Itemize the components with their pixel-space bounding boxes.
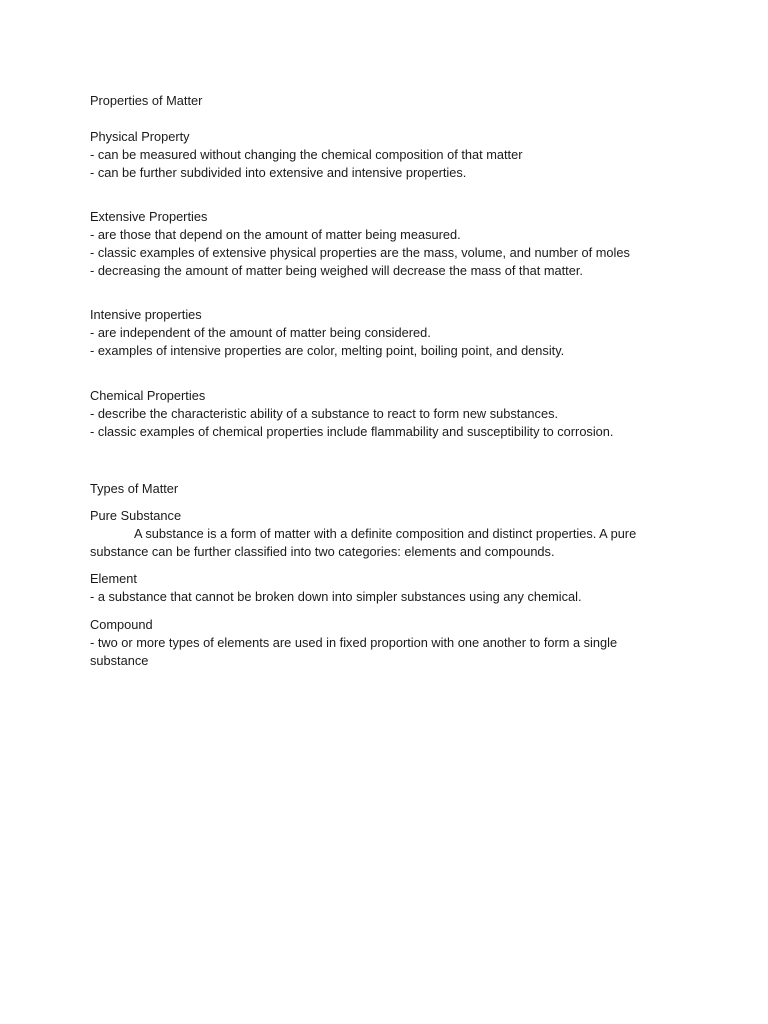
- element-section: [90, 570, 690, 606]
- compound-section: [90, 616, 690, 670]
- bullet-line: substance: [90, 653, 149, 668]
- section-heading: Physical Property: [90, 129, 190, 144]
- bullet-line: - decreasing the amount of matter being weighed will decrease the mass of that matter.: [90, 263, 583, 278]
- bullet-line: - can be measured without changing the chemical composition of that matter: [90, 147, 523, 162]
- pure-substance-section: [90, 507, 690, 561]
- physical-property-section: [90, 128, 690, 182]
- paragraph-text: A substance is a form of matter with a definite composition and distinct properties. A pure substance can be further classified into two categories: elements and compounds.: [90, 526, 637, 559]
- paragraph: [90, 525, 655, 561]
- section-heading: Intensive properties: [90, 307, 202, 322]
- section-heading: Pure Substance: [90, 508, 182, 523]
- document-title-block: [90, 92, 690, 110]
- extensive-properties-section: [90, 208, 690, 280]
- chemical-properties-section: [90, 387, 690, 441]
- bullet-line: - can be further subdivided into extensive and intensive properties.: [90, 165, 467, 180]
- bullet-line: - classic examples of chemical properties include flammability and susceptibility to corrosion.: [90, 424, 614, 439]
- bullet-line: - are independent of the amount of matter being considered.: [90, 325, 431, 340]
- section-heading: Extensive Properties: [90, 209, 208, 224]
- section-heading: Element: [90, 571, 137, 586]
- types-of-matter-title-block: [90, 480, 690, 498]
- bullet-line: - describe the characteristic ability of a substance to react to form new substances.: [90, 406, 559, 421]
- bullet-line: - are those that depend on the amount of matter being measured.: [90, 227, 461, 242]
- bullet-line: - two or more types of elements are used in fixed proportion with one another to form a single: [90, 635, 618, 650]
- bullet-line: - examples of intensive properties are color, melting point, boiling point, and density.: [90, 343, 565, 358]
- section-heading: Compound: [90, 617, 153, 632]
- bullet-line: - a substance that cannot be broken down into simpler substances using any chemical.: [90, 589, 582, 604]
- section-title: Types of Matter: [90, 481, 179, 496]
- bullet-line: - classic examples of extensive physical properties are the mass, volume, and number of moles: [90, 245, 630, 260]
- document-title: Properties of Matter: [90, 93, 203, 108]
- intensive-properties-section: [90, 306, 690, 360]
- section-heading: Chemical Properties: [90, 388, 206, 403]
